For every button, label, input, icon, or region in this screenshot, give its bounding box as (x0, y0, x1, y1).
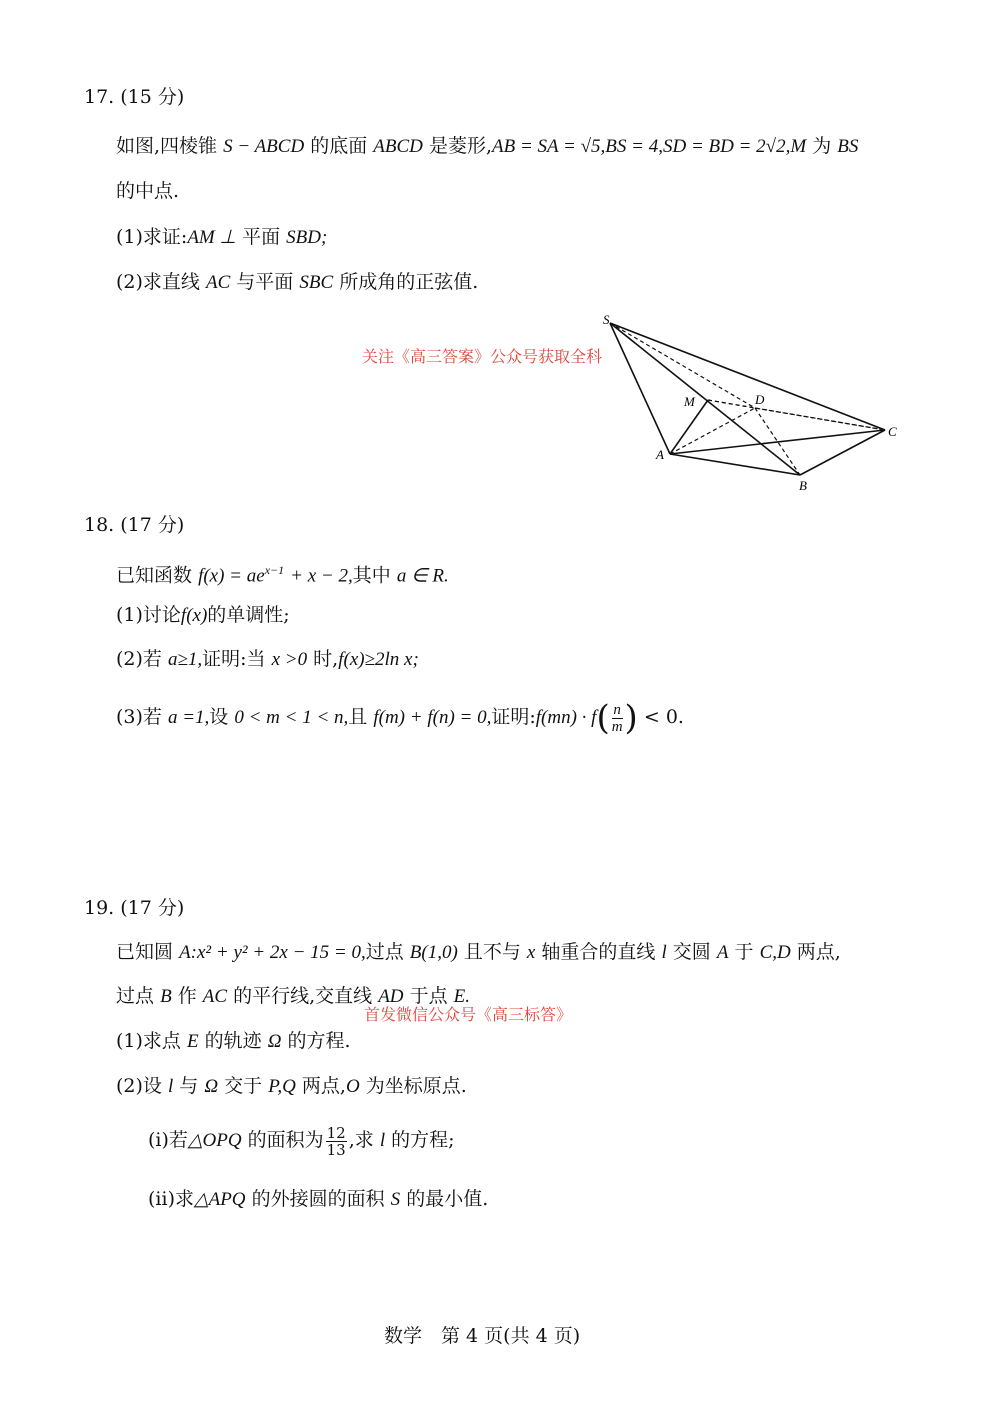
q19-text: 与 (179, 1075, 199, 1097)
label-D: D (755, 392, 765, 407)
q17-part2-line: AC (205, 272, 231, 293)
q17-base-name: ABCD (373, 136, 423, 157)
q18-part1 (116, 603, 290, 628)
q19-intro-text: 已知圆 (116, 941, 174, 963)
left-paren: ( (596, 698, 610, 738)
q19-text: 的方程. (287, 1030, 351, 1052)
q19-text: 交于 (224, 1075, 263, 1097)
q19-text: 的平行线,交直线 (233, 985, 373, 1007)
q18-part3 (116, 697, 684, 738)
label-M: M (684, 394, 695, 409)
q19-omega: Ω (204, 1076, 219, 1097)
q19-segment: AD (378, 986, 404, 1007)
label-S: S (603, 312, 610, 327)
q19-triangle-opq: △OPQ (187, 1130, 242, 1151)
watermark-top: 关注《高三答案》公众号获取全科 (362, 347, 603, 366)
q18-part1-text: 的单调性; (207, 604, 290, 626)
q18-function-tail: + x − 2, (290, 565, 353, 587)
q18-part3-range: 0 < m < 1 < n, (234, 707, 349, 728)
edge-BC (800, 430, 885, 475)
q19-part1 (116, 1029, 351, 1054)
q18-part2-ineq: f(x)≥2ln x; (338, 649, 419, 670)
q19-text: 的外接圆的面积 (251, 1188, 385, 1210)
q19-text: 的最小值. (406, 1188, 489, 1210)
q19-points-pq: P,Q (268, 1076, 296, 1097)
frac-numerator: n (613, 701, 621, 718)
q17-segment: BS (837, 136, 859, 157)
q17-part1-text: 平面 (242, 226, 281, 248)
edge-AB (670, 454, 800, 475)
q19-text: 的方程; (391, 1129, 455, 1151)
q18-part3-label: (3)若 (116, 706, 162, 728)
q18-part3-sum: f(m) + f(n) = 0, (373, 707, 492, 728)
edge-AC (670, 430, 885, 454)
q19-line-l: l (379, 1130, 386, 1151)
q19-triangle-apq: △APQ (193, 1189, 246, 1210)
q19-line-l: l (661, 942, 667, 963)
frac-numerator: 12 (326, 1123, 346, 1142)
q19-sub1-label: (ⅰ)若 (148, 1129, 188, 1151)
q19-part1-label: (1)求点 (116, 1030, 181, 1052)
pyramid-figure (603, 300, 920, 500)
edge-AD (670, 408, 755, 454)
frac-denominator: m (611, 718, 623, 735)
q19-header (84, 896, 184, 920)
q18-part2-x: x >0 (271, 649, 308, 670)
frac-denominator: 13 (326, 1140, 346, 1159)
q18-part2-cond: a≥1, (167, 649, 203, 670)
q19-circle-a: A (716, 942, 729, 963)
q17-header-text: 17. (15 分) (84, 86, 185, 108)
q19-text: ,求 (348, 1129, 374, 1151)
q19-sub2 (148, 1187, 488, 1212)
q17-intro-text: 的中点. (116, 180, 180, 202)
q19-point: E. (453, 986, 470, 1007)
q19-circle-eq: A:x² + y² + 2x − 15 = 0, (179, 942, 366, 963)
q19-line-l: l (167, 1076, 174, 1097)
q18-part1-label: (1)讨论 (116, 604, 181, 626)
q19-sub1 (148, 1120, 455, 1161)
q17-intro-text: 的底面 (310, 135, 368, 157)
q19-text: 的面积为 (247, 1129, 324, 1151)
q18-part2 (116, 647, 419, 672)
q19-area-s: S (390, 1189, 401, 1210)
q19-x: x (526, 942, 536, 963)
label-C: C (888, 424, 897, 439)
q18-intro-text: 已知函数 (116, 564, 193, 587)
q19-intro-text: 过点 (365, 941, 404, 963)
q18-part3-tail: < 0. (643, 706, 684, 728)
q18-intro-text: 其中 (352, 564, 391, 587)
label-B: B (799, 478, 807, 493)
q17-part1-label: (1)求证: (116, 226, 188, 248)
q19-point-b: B(1,0) (409, 942, 458, 963)
q18-exponent: x−1 (264, 563, 285, 577)
fraction-12-over-13 (326, 1125, 347, 1158)
q19-header-text: 19. (17 分) (84, 897, 185, 919)
q19-intro-text: 且不与 (463, 941, 521, 963)
q17-part1-expr: AM ⊥ (187, 227, 237, 248)
q18-part2-text: 证明:当 (202, 648, 266, 670)
q17-intro (116, 134, 858, 159)
q18-header (84, 513, 184, 537)
q19-intro-text: 交圆 (672, 941, 711, 963)
q19-intro-text: 轴重合的直线 (541, 941, 656, 963)
q19-point: B (160, 986, 172, 1007)
q18-part1-fx: f(x) (180, 605, 208, 626)
q18-part2-text: 时, (313, 648, 339, 670)
q17-intro-text: 是菱形, (428, 135, 492, 157)
q19-part2-label: (2)设 (116, 1075, 162, 1097)
q19-segment: AC (202, 986, 228, 1007)
q18-part2-label: (2)若 (116, 648, 162, 670)
q18-domain: a ∈ R. (396, 565, 449, 587)
q19-part2 (116, 1074, 467, 1099)
q17-part1 (116, 225, 327, 250)
q17-intro-line2 (116, 179, 179, 203)
q17-part2-label: (2)求直线 (116, 271, 200, 293)
fraction-n-over-m (612, 702, 623, 735)
q19-intro-text: 两点, (796, 941, 841, 963)
q17-intro-text: 如图,四棱锥 (116, 135, 218, 157)
q17-part2-text: 与平面 (236, 271, 294, 293)
q17-lengths: AB = SA = √5,BS = 4,SD = BD = 2√2,M (492, 136, 807, 157)
page-footer: 数学 第 4 页(共 4 页) (384, 1325, 581, 1347)
q17-header (84, 85, 184, 109)
q18-function: f(x) = ae (198, 565, 265, 587)
q18-header-text: 18. (17 分) (84, 514, 185, 536)
edge-SD (610, 323, 755, 408)
q18-part3-text: 设 (209, 706, 229, 728)
q19-omega: Ω (267, 1031, 282, 1052)
q18-part3-text: 且 (348, 706, 368, 728)
q19-intro (116, 940, 841, 965)
q19-point: E (186, 1031, 199, 1052)
q18-part3-a: a =1, (167, 707, 210, 728)
edge-SB (610, 323, 800, 475)
q19-origin: O (345, 1076, 360, 1097)
q17-part2-text: 所成角的正弦值. (339, 271, 479, 293)
q17-part2-plane: SBC (299, 272, 334, 293)
q17-intro-text: 为 (812, 135, 832, 157)
q19-intro-text: 于 (734, 941, 754, 963)
q19-text: 作 (177, 985, 197, 1007)
q18-part3-product: f(mn) · f (535, 707, 597, 728)
q19-text: 的轨迹 (204, 1030, 262, 1052)
label-A: A (656, 447, 664, 462)
q19-text: 过点 (116, 985, 155, 1007)
right-paren: ) (624, 698, 638, 738)
q17-pyramid-name: S − ABCD (223, 136, 305, 157)
q17-part1-plane: SBD; (286, 227, 328, 248)
q18-part3-text: 证明: (491, 706, 536, 728)
q19-text: 为坐标原点. (365, 1075, 467, 1097)
watermark-bottom: 首发微信公众号《高三标答》 (364, 1005, 573, 1024)
q19-sub2-label: (ⅱ)求 (148, 1188, 194, 1210)
q19-text: 两点, (301, 1075, 346, 1097)
q19-text: 于点 (409, 985, 448, 1007)
q18-intro (116, 558, 449, 588)
q19-points-cd: C,D (759, 942, 791, 963)
q17-part2 (116, 270, 478, 295)
